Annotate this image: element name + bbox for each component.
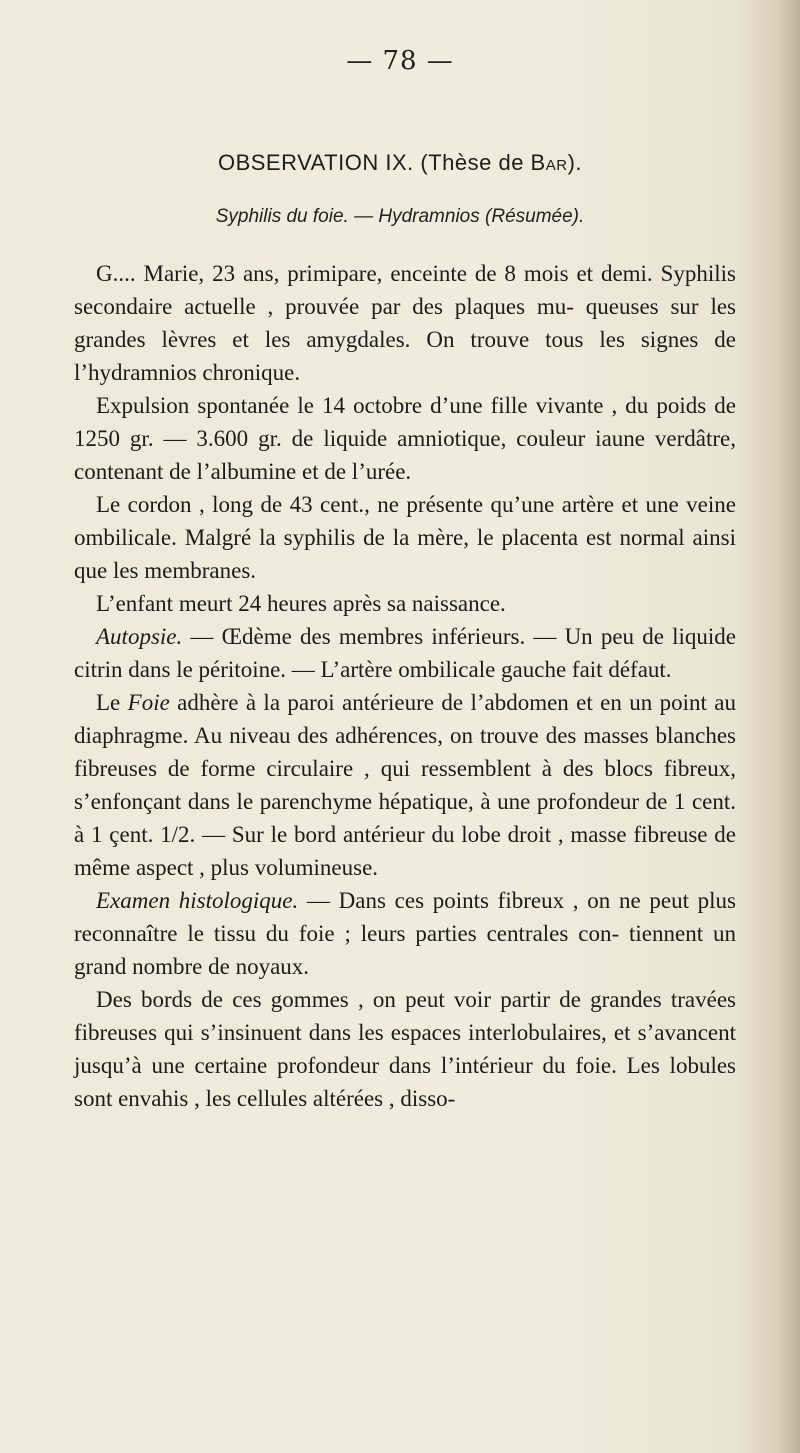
source-open: (Thèse de: [420, 150, 531, 175]
observation-label: OBSERVATION IX.: [217, 150, 414, 175]
observation-heading: [0, 150, 800, 176]
subtitle-note: (Résumée).: [485, 206, 585, 227]
source-close: ).: [567, 150, 583, 175]
paragraph-cordon: [74, 488, 736, 587]
paragraph-pre: Le: [96, 690, 128, 715]
liver-lead: Foie: [127, 690, 170, 715]
autopsy-lead: Autopsie.: [96, 624, 183, 649]
body-text: [74, 257, 736, 1115]
subtitle-text: Syphilis du foie. — Hydramnios: [215, 206, 486, 227]
source-author: Bar: [530, 150, 568, 175]
observation-subtitle: [0, 206, 800, 228]
paragraph-autopsy: [74, 620, 736, 686]
paragraph-histology: [74, 884, 736, 983]
paragraph-text: Expulsion spontanée le 14 octobre d’une fille vivante , du poids de 1250 gr. — 3.600 gr. de liquide amniotique, couleur iaune verdâtre, contenant de l’albumine et de l’urée.: [74, 393, 736, 484]
paragraph-text: Des bords de ces gommes , on peut voir partir de grandes travées fibreuses qui s’insinuent dans les espaces interlobulaires, et s’avancent jusqu’à une certaine profondeur dans l’intérieur du foie. Les lobules sont envahis , les cellules altérées , disso-: [74, 987, 736, 1111]
paragraph-text: — Dans ces points fibreux , on ne peut plus reconnaître le tissu du foie ; leurs parties centrales con- tiennent un grand nombre de noyaux.: [74, 888, 737, 979]
page-number: — 78 —: [346, 46, 454, 76]
paragraph-liver: [74, 686, 736, 884]
paragraph-death: [74, 587, 736, 620]
histology-lead: Examen histologique.: [96, 888, 299, 913]
paragraph-gummas: [74, 983, 736, 1115]
paragraph-patient: [74, 257, 736, 389]
paragraph-text: G.... Marie, 23 ans, primipare, enceinte de 8 mois et demi. Syphilis secondaire actuelle , prouvée par des plaques mu- queuses sur les grandes lèvres et les amygdales. On trouve tous les signes de l’hydramnios chronique.: [74, 261, 736, 385]
paragraph-text: L’enfant meurt 24 heures après sa naissance.: [96, 591, 506, 616]
paragraph-text: Le cordon , long de 43 cent., ne présente qu’une artère et une veine ombilicale. Malgré la syphilis de la mère, le placenta est normal ainsi que les membranes.: [74, 492, 736, 583]
paragraph-text: adhère à la paroi antérieure de l’abdomen et en un point au diaphragme. Au niveau des adhérences, on trouve des masses blanches fibreuses de forme circulaire , qui ressemblent à des blocs fibreux, s’enfonçant dans le parenchyme hépatique, à une profondeur de 1 cent. à 1 çent. 1/2. — Sur le bord antérieur du lobe droit , masse fibreuse de même aspect , plus volumineuse.: [74, 690, 736, 880]
paragraph-expulsion: [74, 389, 736, 488]
paragraph-text: — Œdème des membres inférieurs. — Un peu de liquide citrin dans le péritoine. — L’artère ombilicale gauche fait défaut.: [74, 624, 736, 682]
